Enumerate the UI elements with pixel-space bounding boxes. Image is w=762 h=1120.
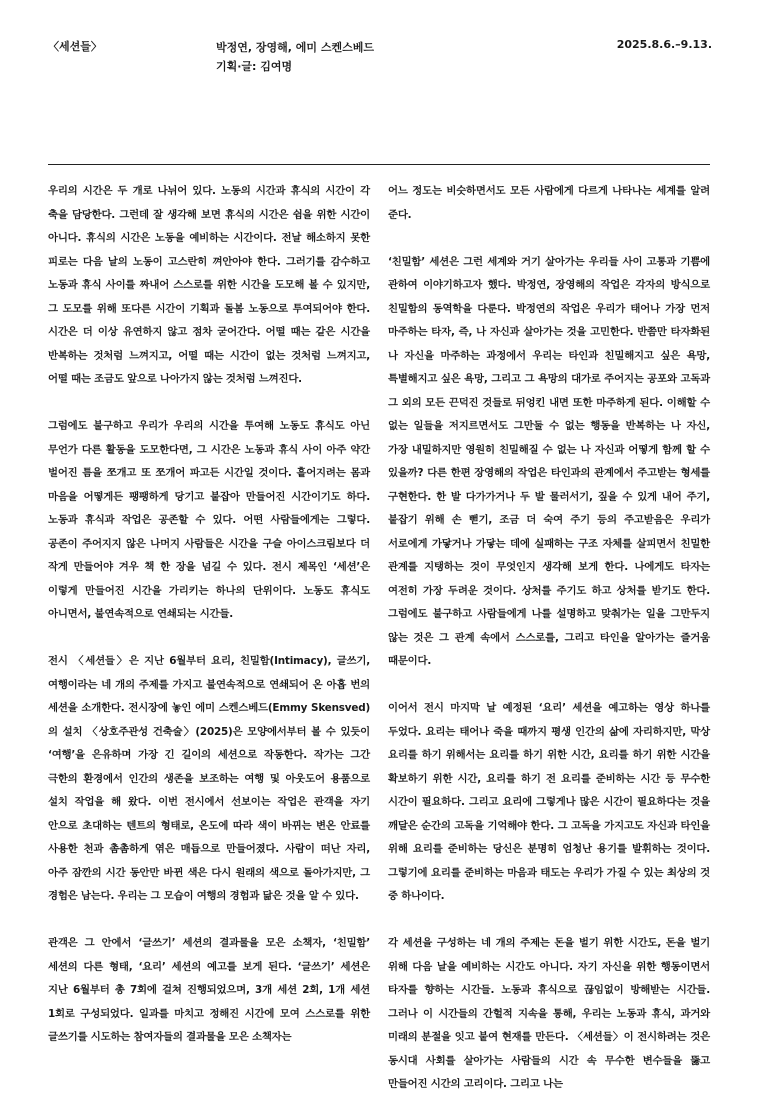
paragraph: 관객은 그 안에서 ‘글쓰기’ 세션의 결과물을 모은 소책자, ‘친밀함’ 세션의 다른 형태, ‘요리’ 세션의 예고를 보게 된다. ‘글쓰기’ 세션은 지난 6월부터 총 7회에 걸쳐 진행되었으며, 3개 세션 2회, 1개 세션 1회로 구성되었다. 일과를 마치고 정해진 시간에 모여 스스로를 위한 글쓰기를 시도하는 참여자들의 결과물을 모은 소책자는: [48, 937, 370, 1043]
paragraph: 어느 정도는 비슷하면서도 모든 사람에게 다르게 나타나는 세계를 알려 준다.: [388, 185, 710, 221]
credits: [216, 38, 374, 76]
paragraph: 이어서 전시 마지막 날 예정된 ‘요리’ 세션을 예고하는 영상 하나를 두었다. 요리는 태어나 죽을 때까지 평생 인간의 삶에 자리하지만, 막상 요리를 하기 위해서는 요리를 하기 위한 시간, 요리를 하기 위한 시간을 확보하기 위한 시간, 요리를 하기 전 요리를 준비하는 시간 등 무수한 시간이 필요하다. 그리고 요리에 그렇게나 많은 시간이 필요하다는 것을 깨달은 순간의 고독을 기억해야 한다. 그 고독을 가지고도 자신과 타인을 위해 요리를 준비하는 당신은 분명히 엄청난 용기를 발휘하는 것이다. 그렇기에 요리를 준비하는 마음과 태도는 우리가 가질 수 있는 최상의 것 중 하나이다.: [388, 702, 710, 902]
curator-line: 기획·글: 김여명: [216, 60, 293, 73]
paragraph: 그럼에도 불구하고 우리가 우리의 시간을 투여해 노동도 휴식도 아닌 무언가 다른 활동을 도모한다면, 그 시간은 노동과 휴식 사이 아주 약간 벌어진 틈을 쪼개고 또 쪼개어 파고든 시간일 것이다. 흩어지려는 몸과 마음을 어떻게든 팽팽하게 당기고 붙잡아 만들어진 시간이기도 하다. 노동과 휴식과 작업은 공존할 수 있다. 어떤 사람들에게는 그렇다. 공존이 주어지지 않은 나머지 사람들은 시간을 구슬 아이스크림보다 더 작게 만들어야 겨우 책 한 장을 넘길 수 있다. 전시 제목인 ‘세션’은 이렇게 만들어진 시간을 가리키는 하나의 단위이다. 노동도 휴식도 아니면서, 불연속적으로 연쇄되는 시간들.: [48, 420, 370, 620]
left-column: [48, 180, 370, 1073]
exhibition-title: 〈세션들〉: [48, 40, 102, 53]
paragraph: 우리의 시간은 두 개로 나뉘어 있다. 노동의 시간과 휴식의 시간이 각 축을 담당한다. 그런데 잘 생각해 보면 휴식의 시간은 쉼을 위한 시간이 아니다. 휴식의 시간은 노동을 예비하는 시간이다. 전날 해소하지 못한 피로는 다음 날의 노동이 고스란히 껴안아야 한다. 그러기를 감수하고 노동과 휴식 사이를 짜내어 스스로를 위한 시간을 도모해 볼 수 있지만, 그 도모를 위해 또다른 시간이 기획과 돌봄 노동으로 투여되어야 한다. 시간은 더 이상 유연하지 않고 점차 굳어간다. 어떨 때는 같은 시간을 반복하는 것처럼 느껴지고, 어떨 때는 시간이 없는 것처럼 느껴지고, 어떨 때는 조금도 앞으로 나아가지 않는 것처럼 느껴진다.: [48, 185, 370, 385]
right-column: [388, 180, 710, 1120]
paragraph: 각 세션을 구성하는 네 개의 주제는 돈을 벌기 위한 시간도, 돈을 벌기 위해 다음 날을 예비하는 시간도 아니다. 자기 자신을 위한 행동이면서 타자를 향하는 시간들. 노동과 휴식으로 끊임없이 방해받는 시간들. 그러나 이 시간들의 간헐적 지속을 통해, 우리는 노동과 휴식, 과거와 미래의 분절을 잇고 붙여 현재를 만든다. 〈세션들〉이 전시하려는 것은 동시대 사회를 살아가는 사람들의 시간 속 무수한 변수들을 뚫고 만들어진 시간의 고리이다. 그리고 나는: [388, 937, 710, 1090]
header-divider: [48, 164, 710, 165]
paragraph: ‘친밀함’ 세션은 그런 세계와 거기 살아가는 우리들 사이 고통과 기쁨에 관하여 이야기하고자 했다. 박정연, 장영해의 작업은 각자의 방식으로 친밀함의 동역학을 다룬다. 박정연의 작업은 우리가 태어나 가장 먼저 마주하는 타자, 즉, 나 자신과 살아가는 것을 고민한다. 반쯤만 타자화된 나 자신을 마주하는 과정에서 우리는 타인과 친밀해지고 싶은 욕망, 특별해지고 싶은 욕망, 그리고 그 욕망의 대가로 주어지는 공포와 고독과 그 외의 모든 끈덕진 것들로 뒤엉킨 내면 또한 마주하게 된다. 이해할 수 없는 일들을 저지르면서도 그만둘 수 없는 행동을 반복하는 나 자신, 가장 내밀하지만 영원히 친밀해질 수 없는 나 자신과 어떻게 함께 할 수 있을까? 다른 한편 장영해의 작업은 타인과의 관계에서 주고받는 형세를 구현한다. 한 발 다가가거나 두 발 물러서기, 짚을 수 있게 내어 주기, 붙잡기 위해 손 뻗기, 조금 더 숙여 주기 등의 주고받음은 우리가 서로에게 가닿거나 가닿는 데에 실패하는 구조 자체를 살피면서 친밀한 관계를 지탱하는 것이 무엇인지 생각해 보게 한다. 나에게도 타자는 여전히 가장 두려운 것이다. 상처를 주기도 하고 상처를 받기도 한다. 그럼에도 불구하고 사람들에게 나를 설명하고 맞춰가는 일을 그만두지 않는 것은 그 관계 속에서 스스로를, 그리고 타인을 알아가는 즐거움 때문이다.: [388, 255, 710, 667]
document-header: [48, 38, 712, 98]
exhibition-dates: 2025.8.6.–9.13.: [616, 38, 712, 51]
artists-line: 박정연, 장영해, 에미 스켄스베드: [216, 41, 374, 54]
paragraph: 전시 〈세션들〉은 지난 6월부터 요리, 친밀함(Intimacy), 글쓰기, 여행이라는 네 개의 주제를 가지고 불연속적으로 연쇄되어 온 아홉 번의 세션을 소개한다. 전시장에 놓인 에미 스켄스베드(Emmy Skensved)의 설치 〈상호주관성 건축술〉(2025)은 모양에서부터 볼 수 있듯이 ‘여행’을 은유하며 가장 긴 길이의 세션으로 작동한다. 작가는 그간 극한의 환경에서 인간의 생존을 보조하는 여행 및 아웃도어 용품으로 설치 작업을 해 왔다. 이번 전시에서 선보이는 작업은 관객을 자기 안으로 초대하는 텐트의 형태로, 온도에 따라 색이 바뀌는 변온 안료를 사용한 천과 촘촘하게 엮은 매듭으로 만들어졌다. 사람이 떠난 자리, 아주 잠깐의 시간 동안만 바뀐 색은 다시 원래의 색으로 돌아가지만, 그 경험은 남는다. 우리는 그 모습이 여행의 경험과 닮은 것을 알 수 있다.: [48, 655, 370, 902]
